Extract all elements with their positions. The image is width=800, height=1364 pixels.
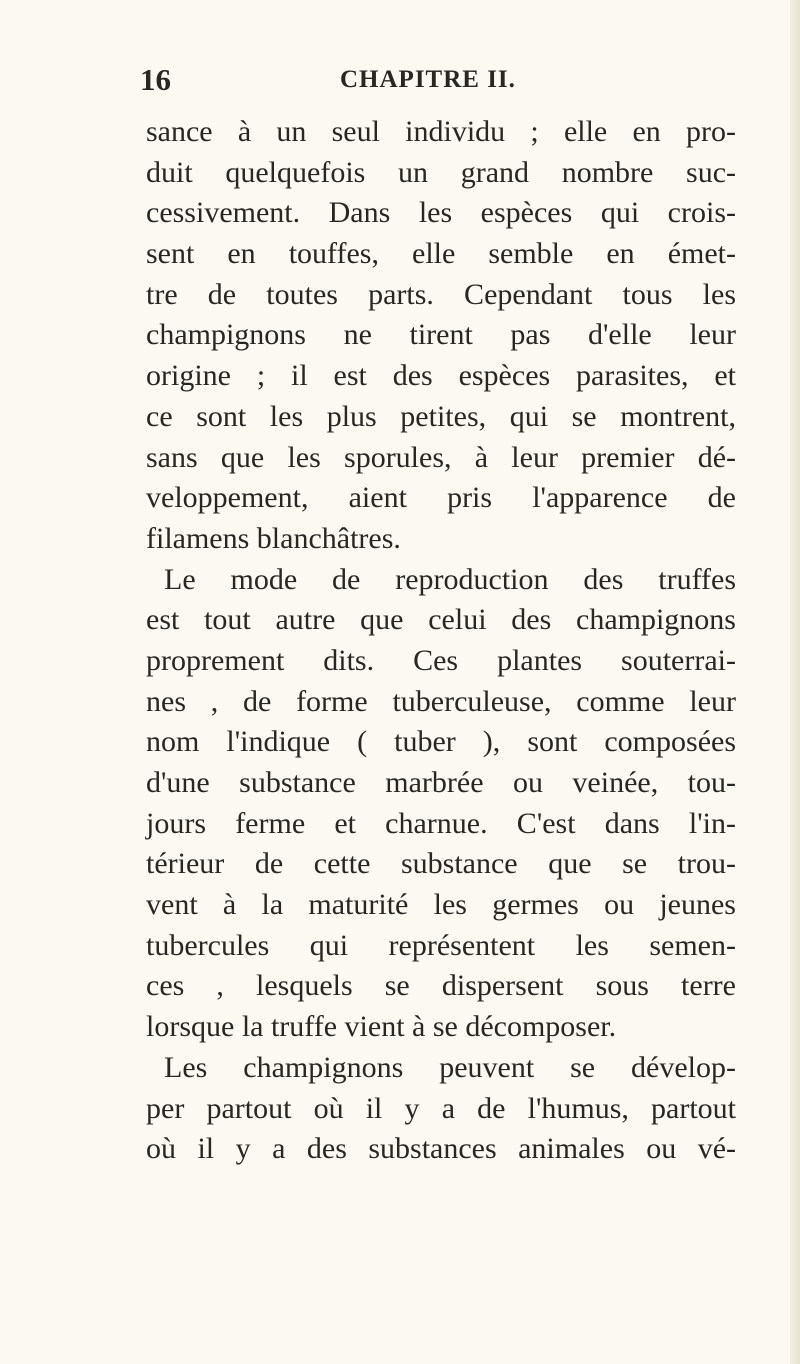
page-edge bbox=[790, 0, 800, 1364]
text-line: nes , de forme tuberculeuse, comme leur bbox=[146, 684, 736, 718]
page-header bbox=[140, 60, 720, 100]
text-line: proprement dits. Ces plantes souterrai- bbox=[146, 643, 736, 677]
paragraph-end-line: filamens blanchâtres. bbox=[146, 521, 401, 555]
text-line: est tout autre que celui des champignons bbox=[146, 603, 736, 637]
text-line: d'une substance marbrée ou veinée, tou- bbox=[146, 766, 736, 799]
text-line: sent en touffes, elle semble en émet- bbox=[146, 237, 736, 271]
text-line: térieur de cette substance que se trou- bbox=[146, 847, 736, 881]
text-line: sans que les sporules, à leur premier dé- bbox=[146, 440, 736, 474]
text-line: champignons ne tirent pas d'elle leur bbox=[146, 318, 736, 352]
text-line: per partout où il y a de l'humus, partout bbox=[146, 1091, 736, 1125]
text-line: cessivement. Dans les espèces qui crois- bbox=[146, 196, 736, 230]
body-text bbox=[146, 112, 736, 1170]
paragraph-end-line: lorsque la truffe vient à se décomposer. bbox=[146, 1010, 617, 1044]
running-head: CHAPITRE II. bbox=[340, 66, 516, 93]
text-line: sance à un seul individu ; elle en pro- bbox=[146, 115, 736, 148]
text-line: duit quelquefois un grand nombre suc- bbox=[146, 155, 736, 189]
paragraph-start-line: Le mode de reproduction des truffes bbox=[164, 562, 736, 596]
page-number: 16 bbox=[140, 62, 171, 97]
text-line: jours ferme et charnue. C'est dans l'in- bbox=[146, 806, 736, 840]
text-line: tubercules qui représentent les semen- bbox=[146, 928, 736, 962]
paragraph-start-line: Les champignons peuvent se dévelop- bbox=[164, 1050, 736, 1084]
text-line: nom l'indique ( tuber ), sont composées bbox=[146, 725, 736, 759]
text-line: vent à la maturité les germes ou jeunes bbox=[146, 888, 736, 922]
text-line: ces , lesquels se dispersent sous terre bbox=[146, 969, 736, 1003]
text-line: origine ; il est des espèces parasites, et bbox=[146, 359, 736, 393]
text-line: où il y a des substances animales ou vé- bbox=[146, 1132, 736, 1166]
text-line: ce sont les plus petites, qui se montrent, bbox=[146, 399, 736, 433]
text-line: veloppement, aient pris l'apparence de bbox=[146, 481, 736, 515]
text-line: tre de toutes parts. Cependant tous les bbox=[146, 277, 736, 311]
